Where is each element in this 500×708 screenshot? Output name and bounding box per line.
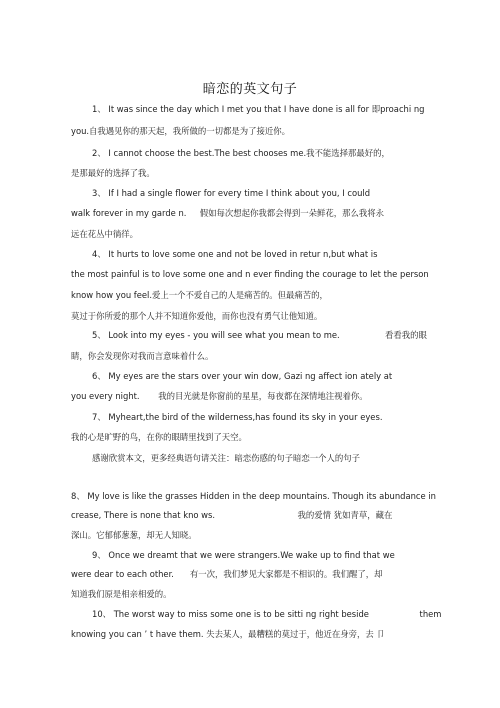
text-line: you.自我遇见你的那天起，我所做的一切都是为了接近你。 bbox=[71, 126, 291, 136]
document-title: 暗恋的英文句子 bbox=[202, 82, 298, 97]
text-line: crease, There is none that kno ws. 我的爱情 犹如青草，藏在 bbox=[71, 510, 393, 520]
text-line: know how you feel.爱上一个不爱自己的人是痛苦的。但最痛苦的， bbox=[71, 290, 328, 300]
text-line: 6、 My eyes are the stars over your win dow, Gazi ng affect ion ately at bbox=[92, 371, 393, 381]
text-line: 远在花丛中徜徉。 bbox=[71, 229, 138, 239]
text-line: 感谢欣赏本文，更多经典语句请关注：暗恋伤感的句子暗恋一个人的句子 bbox=[92, 453, 360, 463]
text-line: 深山。它郁郁葱葱，却无人知晓。 bbox=[71, 530, 197, 540]
text-line: 3、 If I had a single flower for every time I think about you, I could bbox=[92, 188, 371, 198]
text-line: 5、 Look into my eyes - you will see what you mean to me. 看看我的眼 bbox=[92, 330, 427, 340]
text-line: 8、 My love is like the grasses Hidden in the deep mountains. Though its abundance in bbox=[71, 491, 436, 501]
text-line: 7、 Myheart,the bird of the wilderness,has found its sky in your eyes. bbox=[92, 412, 383, 422]
text-line: 9、 Once we dreamt that we were strangers.We wake up to find that we bbox=[92, 550, 395, 560]
text-line: 睛，你会发现你对我而言意味着什么。 bbox=[71, 351, 214, 361]
text-line: knowing you can ’ t have them. 失去某人，最糟糕的莫过于，他近在身旁，去 卩 bbox=[71, 629, 385, 639]
text-line: the most painful is to love some one and n ever finding the courage to let the person bbox=[71, 269, 429, 279]
text-line: you every night. 我的目光就是你窗前的星星，每夜都在深情地注视着你。 bbox=[71, 391, 368, 401]
text-line: 是那最好的选择了我。 bbox=[71, 168, 155, 178]
text-line: 2、 I cannot choose the best.The best chooses me.我不能选择那最好的， bbox=[92, 148, 390, 158]
text-line: were dear to each other. 有一次，我们梦见大家都是不相识的。我们醒了，却 bbox=[71, 569, 383, 579]
text-line: 知道我们原是相亲相爱的。 bbox=[71, 589, 172, 599]
text-line: walk forever in my garde n. 假如每次想起你我都会得到一朵鲜花，那么我将永 bbox=[71, 208, 384, 218]
text-line: 莫过于你所爱的那个人并不知道你爱他，而你也没有勇气让他知道。 bbox=[71, 311, 323, 321]
text-line: 我的心是旷野的鸟，在你的眼睛里找到了天空。 bbox=[71, 432, 247, 442]
text-line: 4、 It hurts to love some one and not be loved in retur n,but what is bbox=[92, 249, 378, 259]
text-line: 10、 The worst way to miss some one is to be sitti ng right beside them bbox=[92, 609, 442, 619]
text-line: 1、 It was since the day which I met you that I have done is all for 即proachi ng bbox=[92, 104, 425, 114]
